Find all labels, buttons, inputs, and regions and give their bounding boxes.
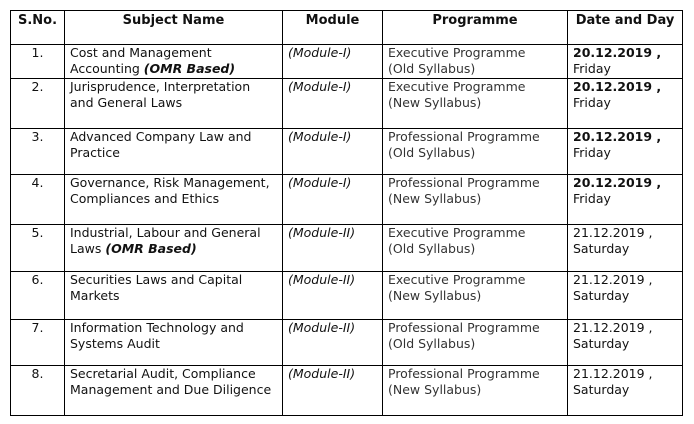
exam-date: 21.12.2019 ,: [573, 365, 653, 381]
programme-syllabus: (New Syllabus): [388, 191, 482, 207]
header-subject: Subject Name: [65, 11, 283, 45]
programme-name: Executive Programme: [388, 225, 526, 241]
exam-date: 21.12.2019 ,: [573, 319, 653, 335]
exam-schedule-table: [10, 10, 683, 416]
row-date: [568, 271, 683, 319]
subject-name: Advanced Company Law and Practice: [70, 129, 252, 161]
exam-day: Friday: [573, 61, 611, 76]
table-row: [11, 45, 683, 79]
row-subject: [65, 79, 283, 129]
header-programme: Programme: [383, 11, 568, 45]
row-date: [568, 365, 683, 415]
programme-syllabus: (Old Syllabus): [388, 335, 476, 351]
exam-day: Saturday: [573, 287, 630, 303]
row-sno: 7.: [11, 319, 65, 365]
table-row: [11, 225, 683, 271]
row-subject: [65, 225, 283, 271]
programme-name: Executive Programme: [388, 79, 526, 95]
omr-tag: (OMR Based): [105, 241, 197, 257]
exam-day: Saturday: [573, 381, 630, 397]
header-module: Module: [283, 11, 383, 45]
row-sno: 3.: [11, 129, 65, 175]
row-subject: [65, 271, 283, 319]
row-sno: 5.: [11, 225, 65, 271]
subject-name: Governance, Risk Management, Compliances and Ethics: [70, 175, 270, 207]
exam-date: 20.12.2019 ,: [573, 45, 662, 60]
row-programme: [383, 79, 568, 129]
header-row: [11, 11, 683, 45]
row-subject: [65, 129, 283, 175]
row-programme: [383, 175, 568, 225]
programme-syllabus: (Old Syllabus): [388, 61, 476, 76]
row-programme: [383, 225, 568, 271]
table-row: [11, 271, 683, 319]
subject-name: Securities Laws and Capital Markets: [70, 271, 243, 303]
table-row: [11, 175, 683, 225]
row-subject: [65, 365, 283, 415]
row-programme: [383, 129, 568, 175]
omr-tag: (OMR Based): [143, 61, 236, 76]
header-sno: S.No.: [11, 11, 65, 45]
row-programme: [383, 365, 568, 415]
row-date: [568, 129, 683, 175]
exam-date: 21.12.2019 ,: [573, 225, 653, 241]
row-sno: 8.: [11, 365, 65, 415]
row-programme: [383, 45, 568, 79]
programme-name: Professional Programme: [388, 365, 540, 381]
exam-day: Friday: [573, 95, 611, 111]
row-subject: [65, 319, 283, 365]
row-sno: 2.: [11, 79, 65, 129]
programme-syllabus: (Old Syllabus): [388, 145, 476, 161]
row-sno: 4.: [11, 175, 65, 225]
row-date: [568, 319, 683, 365]
row-module: (Module-I): [283, 175, 383, 225]
row-module: (Module-I): [283, 129, 383, 175]
row-module: (Module-II): [283, 365, 383, 415]
row-sno: 6.: [11, 271, 65, 319]
programme-syllabus: (Old Syllabus): [388, 241, 476, 257]
subject-name: Secretarial Audit, Compliance Management and Due Diligence: [70, 365, 272, 397]
table-row: [11, 319, 683, 365]
programme-syllabus: (New Syllabus): [388, 287, 482, 303]
row-sno: 1.: [11, 45, 65, 79]
exam-date: 20.12.2019 ,: [573, 175, 662, 191]
table-row: [11, 129, 683, 175]
subject-name: Cost and Management Accounting: [70, 45, 212, 76]
exam-date: 20.12.2019 ,: [573, 129, 662, 145]
row-date: [568, 225, 683, 271]
header-date: Date and Day: [568, 11, 683, 45]
programme-name: Executive Programme: [388, 271, 526, 287]
exam-day: Friday: [573, 145, 611, 161]
row-module: (Module-I): [283, 45, 383, 79]
row-subject: [65, 175, 283, 225]
row-subject: [65, 45, 283, 79]
row-module: (Module-II): [283, 225, 383, 271]
row-date: [568, 175, 683, 225]
row-module: (Module-I): [283, 79, 383, 129]
exam-date: 21.12.2019 ,: [573, 271, 653, 287]
row-date: [568, 45, 683, 79]
exam-day: Saturday: [573, 335, 630, 351]
subject-name: Jurisprudence, Interpretation and General Laws: [70, 79, 251, 111]
table-row: [11, 79, 683, 129]
exam-day: Friday: [573, 191, 611, 207]
exam-date: 20.12.2019 ,: [573, 79, 662, 95]
row-programme: [383, 319, 568, 365]
subject-name: Industrial, Labour and General Laws: [70, 225, 261, 257]
programme-syllabus: (New Syllabus): [388, 381, 482, 397]
table-row: [11, 365, 683, 415]
exam-day: Saturday: [573, 241, 630, 257]
programme-syllabus: (New Syllabus): [388, 95, 482, 111]
programme-name: Professional Programme: [388, 319, 540, 335]
programme-name: Executive Programme: [388, 45, 526, 60]
row-programme: [383, 271, 568, 319]
row-module: (Module-II): [283, 319, 383, 365]
programme-name: Professional Programme: [388, 175, 540, 191]
row-date: [568, 79, 683, 129]
row-module: (Module-II): [283, 271, 383, 319]
programme-name: Professional Programme: [388, 129, 540, 145]
subject-name: Information Technology and Systems Audit: [70, 319, 244, 351]
